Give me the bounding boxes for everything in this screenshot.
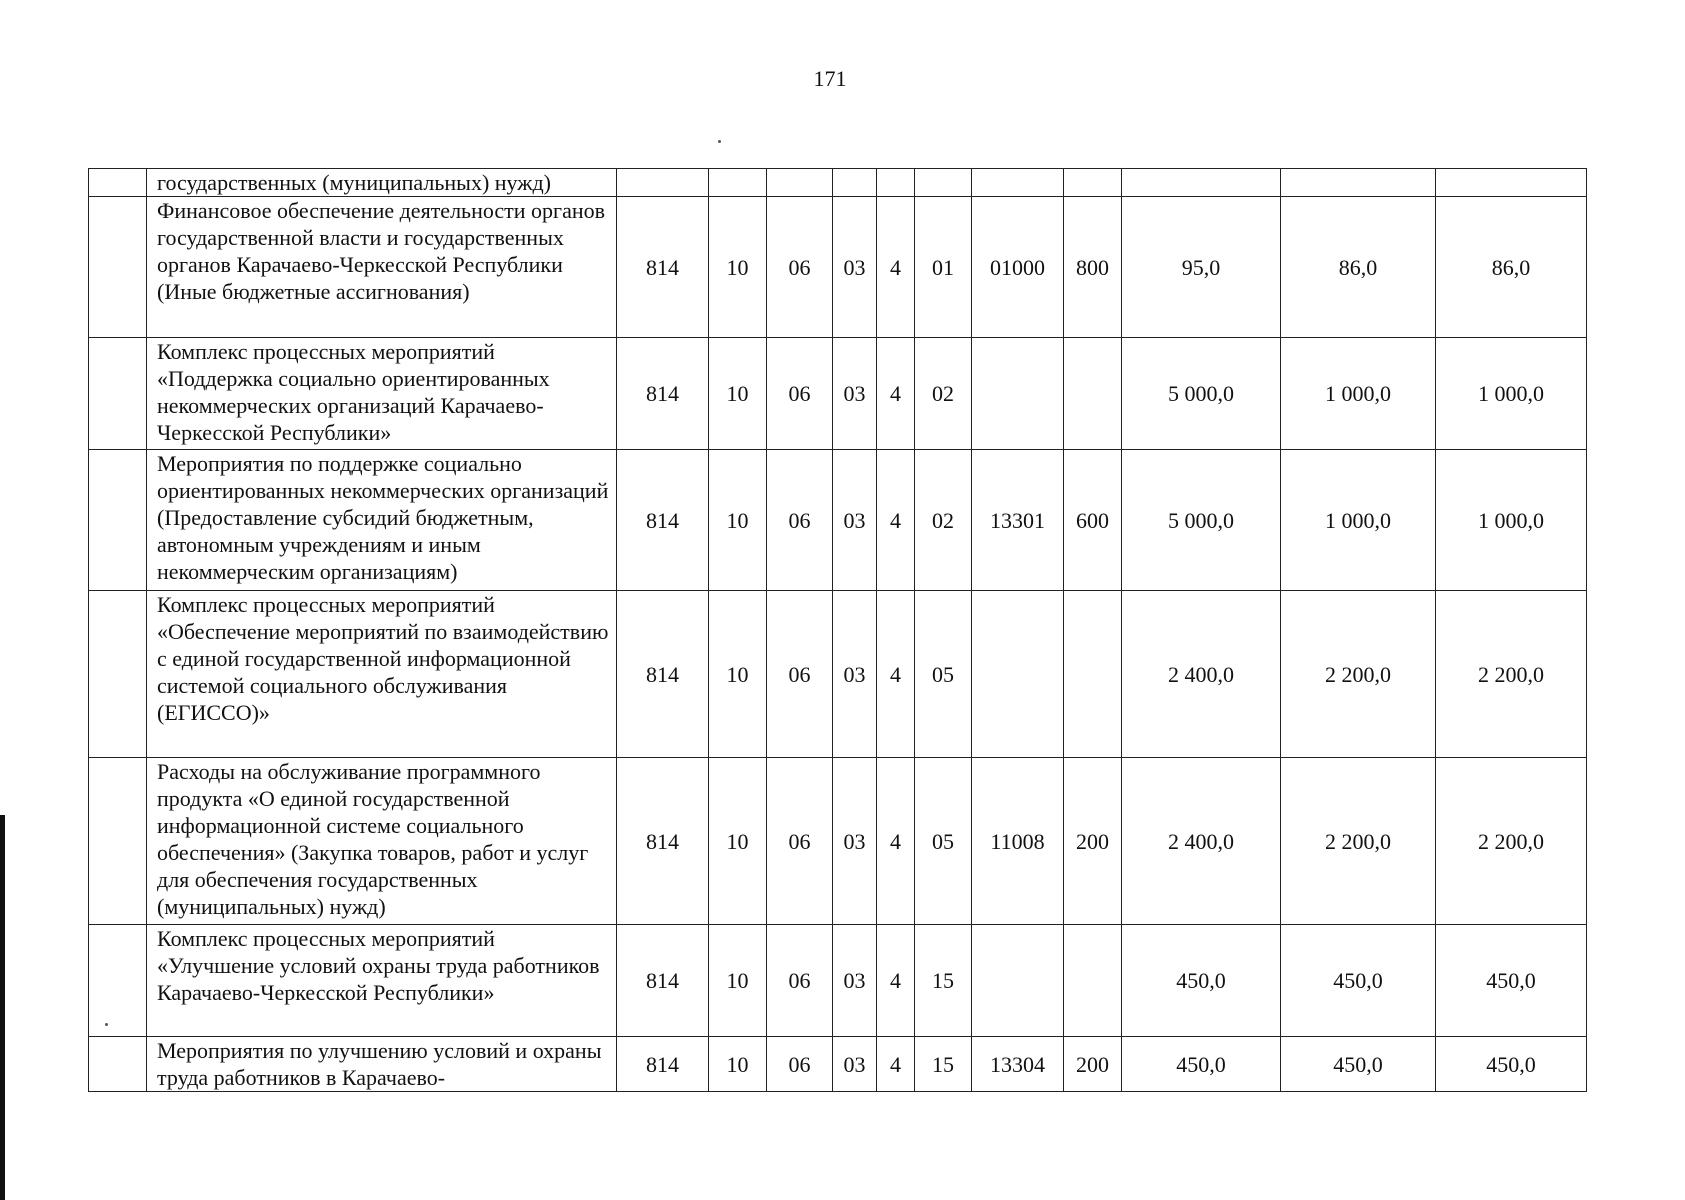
amount-year2-cell: 450,0	[1281, 1037, 1436, 1092]
amount-year1-cell: 2 400,0	[1122, 591, 1281, 758]
subsection-cell: 06	[767, 591, 833, 758]
section-cell: 10	[709, 758, 767, 925]
table-row	[89, 758, 1587, 925]
subsection-cell: 06	[767, 1037, 833, 1092]
row-number-cell	[89, 169, 147, 197]
type-cell	[877, 169, 915, 197]
amount-year2-cell: 450,0	[1281, 925, 1436, 1037]
amount-year1-cell: 450,0	[1122, 925, 1281, 1037]
row-name-cell: Комплекс процессных мероприятий «Поддержка социально ориентированных некоммерческих организаций Карачаево-Черкесской Республики»	[147, 338, 617, 450]
amount-year2-cell: 1 000,0	[1281, 450, 1436, 591]
row-name-cell: Финансовое обеспечение деятельности органов государственной власти и государственных органов Карачаево-Черкесской Республики (Иные бюджетные ассигнования)	[147, 197, 617, 338]
subsection-cell: 06	[767, 450, 833, 591]
amount-year3-cell: 2 200,0	[1436, 591, 1587, 758]
expense-type-cell: 200	[1064, 1037, 1122, 1092]
row-name-cell: государственных (муниципальных) нужд)	[147, 169, 617, 197]
row-name-cell: Комплекс процессных мероприятий «Улучшение условий охраны труда работников Карачаево-Черкесской Республики»	[147, 925, 617, 1037]
ministry-code-cell: 814	[617, 758, 709, 925]
ministry-code-cell: 814	[617, 591, 709, 758]
amount-year1-cell: 2 400,0	[1122, 758, 1281, 925]
amount-year2-cell	[1281, 169, 1436, 197]
program-cell: 03	[833, 758, 877, 925]
amount-year1-cell: 5 000,0	[1122, 450, 1281, 591]
subsection-cell: 06	[767, 925, 833, 1037]
direction-cell	[915, 169, 972, 197]
direction-cell: 01	[915, 197, 972, 338]
section-cell: 10	[709, 338, 767, 450]
row-number-cell	[89, 450, 147, 591]
subsection-cell	[767, 169, 833, 197]
amount-year1-cell	[1122, 169, 1281, 197]
program-cell: 03	[833, 197, 877, 338]
expense-type-cell: 800	[1064, 197, 1122, 338]
section-cell: 10	[709, 197, 767, 338]
type-cell: 4	[877, 197, 915, 338]
direction-cell: 05	[915, 758, 972, 925]
row-number-cell	[89, 197, 147, 338]
subsection-cell: 06	[767, 197, 833, 338]
expense-type-cell	[1064, 591, 1122, 758]
type-cell: 4	[877, 1037, 915, 1092]
scan-speck	[718, 140, 721, 143]
row-number-cell	[89, 1037, 147, 1092]
row-number-cell	[89, 925, 147, 1037]
type-cell: 4	[877, 925, 915, 1037]
expense-code-cell	[972, 338, 1064, 450]
expense-code-cell: 01000	[972, 197, 1064, 338]
row-name-cell: Расходы на обслуживание программного продукта «О единой государственной информационной системе социального обеспечения» (Закупка товаров, работ и услуг для обеспечения государственных (муниципальных) нужд)	[147, 758, 617, 925]
type-cell: 4	[877, 758, 915, 925]
program-cell: 03	[833, 591, 877, 758]
direction-cell: 05	[915, 591, 972, 758]
expense-code-cell	[972, 169, 1064, 197]
row-name-cell: Комплекс процессных мероприятий «Обеспечение мероприятий по взаимодействию с единой государственной информационной системой социального обслуживания (ЕГИССО)»	[147, 591, 617, 758]
type-cell: 4	[877, 338, 915, 450]
direction-cell: 02	[915, 450, 972, 591]
expense-code-cell: 13301	[972, 450, 1064, 591]
expense-type-cell: 200	[1064, 758, 1122, 925]
table-row	[89, 338, 1587, 450]
direction-cell: 15	[915, 1037, 972, 1092]
row-name-cell: Мероприятия по поддержке социально ориентированных некоммерческих организаций (Предоставление субсидий бюджетным, автономным учреждениям и иным некоммерческим организациям)	[147, 450, 617, 591]
amount-year3-cell: 2 200,0	[1436, 758, 1587, 925]
section-cell	[709, 169, 767, 197]
amount-year3-cell: 450,0	[1436, 1037, 1587, 1092]
ministry-code-cell: 814	[617, 925, 709, 1037]
expense-type-cell	[1064, 925, 1122, 1037]
table-row	[89, 450, 1587, 591]
amount-year3-cell: 86,0	[1436, 197, 1587, 338]
expense-code-cell: 13304	[972, 1037, 1064, 1092]
program-cell: 03	[833, 338, 877, 450]
type-cell: 4	[877, 450, 915, 591]
row-number-cell	[89, 591, 147, 758]
amount-year2-cell: 2 200,0	[1281, 591, 1436, 758]
direction-cell: 15	[915, 925, 972, 1037]
section-cell: 10	[709, 450, 767, 591]
amount-year1-cell: 95,0	[1122, 197, 1281, 338]
ministry-code-cell: 814	[617, 450, 709, 591]
page-number: 171	[813, 66, 847, 91]
table-row	[89, 1037, 1587, 1092]
expense-code-cell	[972, 925, 1064, 1037]
scan-edge-bar	[0, 815, 5, 1200]
expense-code-cell: 11008	[972, 758, 1064, 925]
amount-year1-cell: 5 000,0	[1122, 338, 1281, 450]
ministry-code-cell: 814	[617, 1037, 709, 1092]
row-number-cell	[89, 338, 147, 450]
expense-type-cell: 600	[1064, 450, 1122, 591]
program-cell: 03	[833, 450, 877, 591]
table-row	[89, 925, 1587, 1037]
direction-cell: 02	[915, 338, 972, 450]
row-number-cell	[89, 758, 147, 925]
subsection-cell: 06	[767, 338, 833, 450]
amount-year3-cell	[1436, 169, 1587, 197]
amount-year3-cell: 1 000,0	[1436, 338, 1587, 450]
table-row	[89, 197, 1587, 338]
expense-type-cell	[1064, 338, 1122, 450]
type-cell: 4	[877, 591, 915, 758]
table-row	[89, 169, 1587, 197]
program-cell	[833, 169, 877, 197]
amount-year2-cell: 2 200,0	[1281, 758, 1436, 925]
expense-type-cell	[1064, 169, 1122, 197]
program-cell: 03	[833, 1037, 877, 1092]
section-cell: 10	[709, 925, 767, 1037]
amount-year3-cell: 450,0	[1436, 925, 1587, 1037]
amount-year3-cell: 1 000,0	[1436, 450, 1587, 591]
subsection-cell: 06	[767, 758, 833, 925]
expense-code-cell	[972, 591, 1064, 758]
section-cell: 10	[709, 591, 767, 758]
ministry-code-cell: 814	[617, 197, 709, 338]
ministry-code-cell: 814	[617, 338, 709, 450]
table-body	[89, 169, 1587, 1092]
section-cell: 10	[709, 1037, 767, 1092]
table-row	[89, 591, 1587, 758]
amount-year2-cell: 86,0	[1281, 197, 1436, 338]
program-cell: 03	[833, 925, 877, 1037]
amount-year2-cell: 1 000,0	[1281, 338, 1436, 450]
amount-year1-cell: 450,0	[1122, 1037, 1281, 1092]
ministry-code-cell	[617, 169, 709, 197]
row-name-cell: Мероприятия по улучшению условий и охраны труда работников в Карачаево-	[147, 1037, 617, 1092]
budget-table	[88, 168, 1587, 1092]
